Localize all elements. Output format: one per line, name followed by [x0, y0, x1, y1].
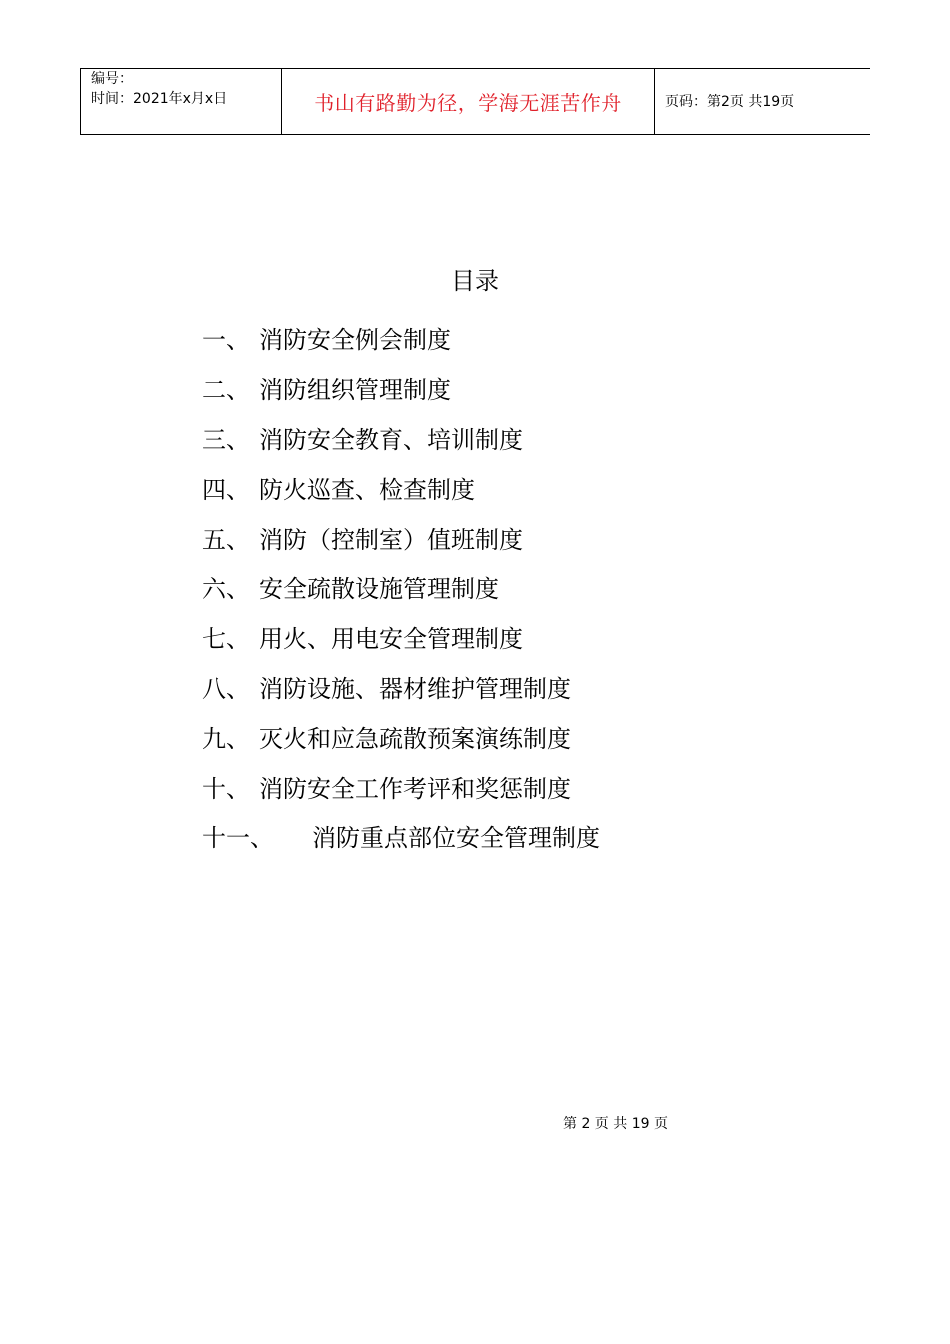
header-info-cell [81, 69, 282, 134]
toc-item-text: 消防组织管理制度 [259, 376, 451, 405]
toc-item-number: 八、 [202, 674, 250, 703]
toc-item-number: 十一、 [202, 824, 274, 853]
toc-item-text: 消防安全例会制度 [259, 326, 451, 355]
toc-item-number: 二、 [202, 376, 250, 405]
toc-item-text: 消防安全工作考评和奖惩制度 [259, 774, 571, 803]
toc-list [202, 313, 600, 861]
time-label: 时间：2021年x月x日 [91, 91, 228, 107]
toc-item [202, 562, 600, 612]
toc-item [202, 462, 600, 512]
toc-item-text: 消防设施、器材维护管理制度 [259, 674, 571, 703]
toc-item-number: 六、 [202, 575, 250, 604]
page-footer: 第 2 页 共 19 页 [563, 1116, 668, 1132]
toc-item [202, 761, 600, 811]
toc-item-text: 安全疏散设施管理制度 [259, 575, 499, 604]
toc-item [202, 612, 600, 662]
toc-item-number: 十、 [202, 774, 250, 803]
page-code: 页码：第2页 共19页 [665, 93, 795, 110]
toc-item-number: 四、 [202, 475, 250, 504]
toc-item-number: 七、 [202, 625, 250, 654]
toc-item-text: 用火、用电安全管理制度 [259, 625, 523, 654]
toc-item-number: 三、 [202, 425, 250, 454]
toc-item-text: 消防（控制室）值班制度 [259, 525, 523, 554]
toc-item [202, 662, 600, 712]
toc-item-number: 九、 [202, 724, 250, 753]
toc-item-number: 五、 [202, 525, 250, 554]
toc-item [202, 811, 600, 861]
toc-item-text: 消防安全教育、培训制度 [259, 425, 523, 454]
toc-item [202, 413, 600, 463]
toc-item-text: 消防重点部位安全管理制度 [312, 824, 600, 853]
toc-item [202, 512, 600, 562]
toc-item-text: 防火巡查、检查制度 [259, 475, 475, 504]
toc-item [202, 711, 600, 761]
toc-item [202, 363, 600, 413]
number-label: 编号： [91, 71, 133, 87]
motto-text: 书山有路勤为径，学海无涯苦作舟 [314, 91, 622, 115]
toc-item-number: 一、 [202, 326, 250, 355]
header-table [80, 68, 870, 135]
toc-item [202, 313, 600, 363]
header-motto-cell [282, 69, 655, 134]
header-page-cell [655, 69, 870, 134]
toc-title: 目录 [451, 267, 499, 295]
toc-item-text: 灭火和应急疏散预案演练制度 [259, 724, 571, 753]
